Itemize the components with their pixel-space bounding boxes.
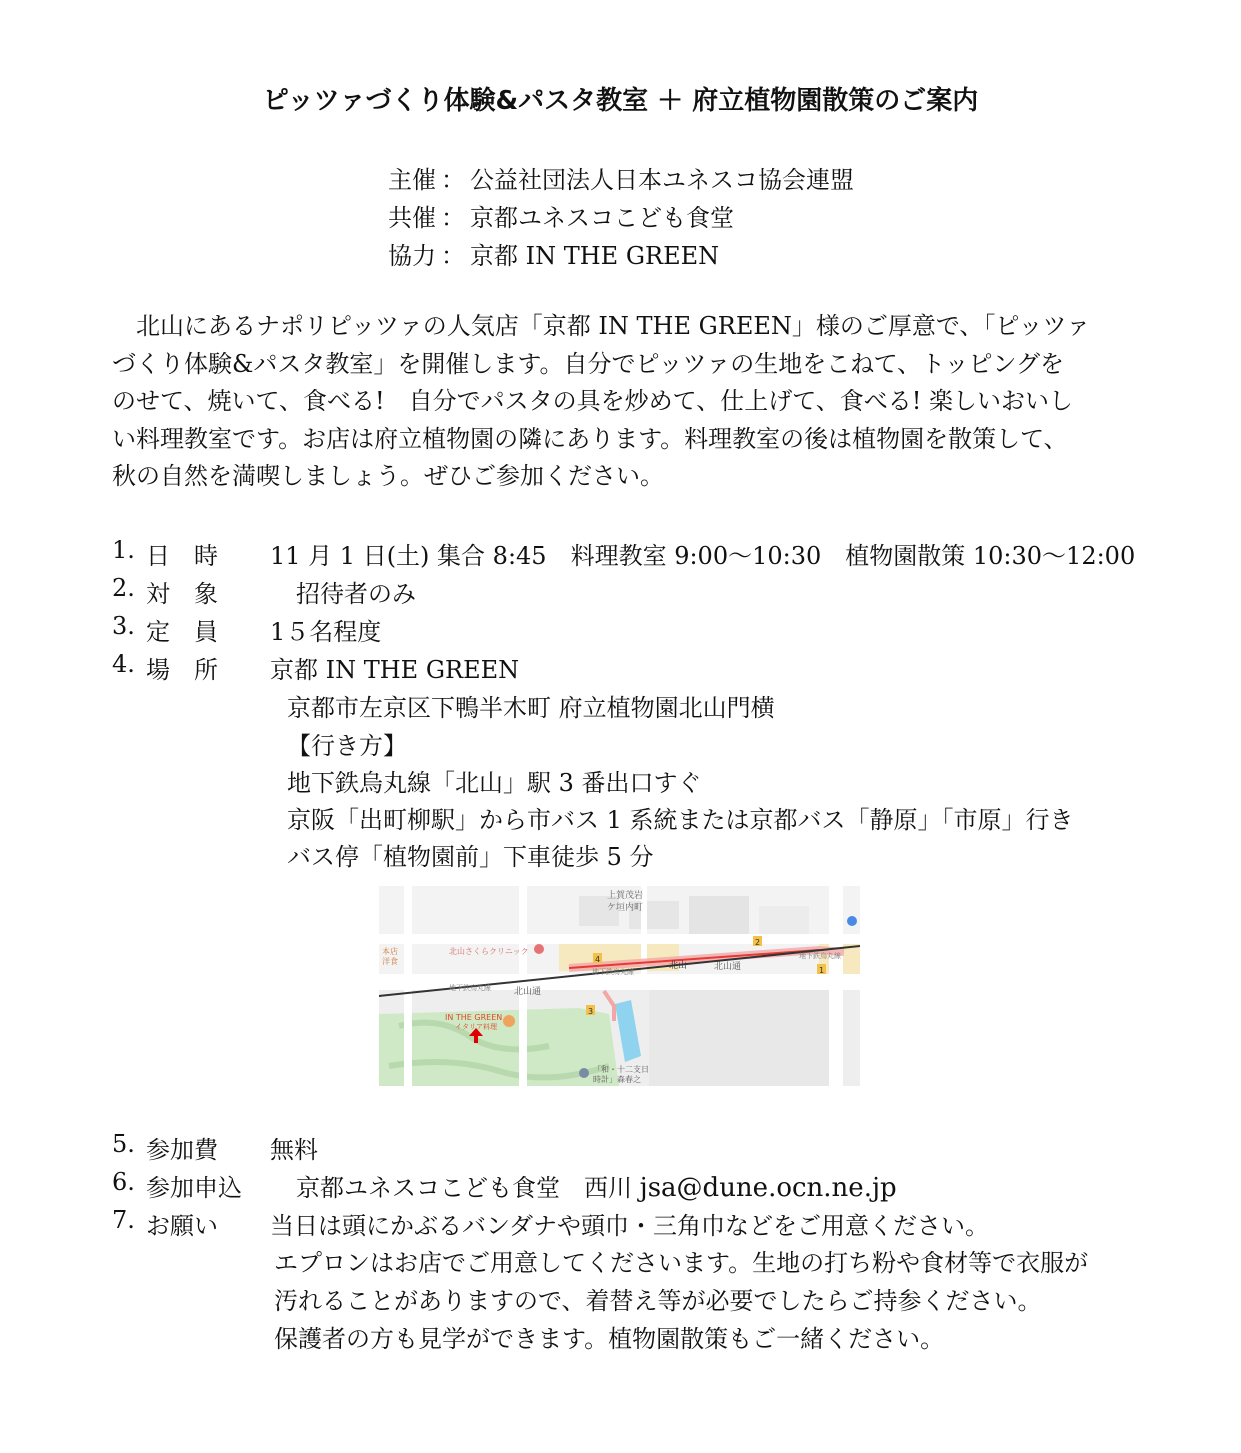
item-value: 11 月 1 日(土) 集合 8:45 料理教室 9:00〜10:30 植物園散策 10:30〜12:00: [270, 542, 1136, 570]
access-line: 地下鉄烏丸線「北山」駅 3 番出口すぐ: [287, 769, 702, 797]
apply-contact: 京都ユネスコこども食堂 西川: [296, 1174, 632, 1202]
item-value: 当日は頭にかぶるバンダナや頭巾・三角巾などをご用意ください。: [270, 1212, 990, 1240]
organizer-host-name: 公益社団法人日本ユネスコ協会連盟: [470, 166, 854, 194]
map-label: 上賀茂岩: [607, 891, 644, 901]
item-label: 場 所: [146, 656, 218, 684]
request-line: 保護者の方も見学ができます。植物園散策もご一緒ください。: [274, 1325, 945, 1353]
map-label: 洋食: [382, 957, 398, 966]
map-label: ケ垣内町: [607, 903, 644, 913]
organizer-cooperation-label: 協力: [388, 242, 436, 270]
item-label: 参加申込: [146, 1174, 242, 1202]
item-number: 3.: [112, 612, 135, 640]
intro-line: のせて、焼いて、食べる! 自分でパスタの具を炒めて、仕上げて、食べる! 楽しいおいし: [112, 387, 1073, 415]
organizer-cohost: [388, 198, 734, 233]
map-label: 地下鉄烏丸線: [449, 984, 491, 992]
request-line: エプロンはお店でご用意してくださいます。生地の打ち粉や食材等で衣服が: [274, 1249, 1089, 1277]
map-label: 3: [588, 1007, 594, 1016]
organizer-host-separator: ：: [441, 166, 465, 194]
item-label: 対 象: [146, 580, 218, 608]
map-label: IN THE GREEN: [445, 1013, 503, 1022]
item-label: お願い: [146, 1212, 218, 1240]
request-line: 汚れることがありますので、着替え等が必要でしたらご持参ください。: [274, 1287, 1042, 1315]
map-label: 北山通: [714, 962, 742, 972]
access-heading: 【行き方】: [287, 732, 407, 760]
access-line: バス停「植物園前」下車徒歩 5 分: [287, 843, 654, 871]
map-label: 北山さくらクリニック: [449, 947, 529, 956]
item-value: 1５名程度: [270, 618, 382, 646]
organizer-cooperation-separator: ：: [441, 242, 465, 270]
item-number: 1.: [112, 536, 135, 564]
item-value: [296, 1168, 897, 1203]
map-graphic: [379, 886, 860, 1086]
map-label: 本店: [382, 947, 398, 956]
item-value: 招待者のみ: [296, 580, 416, 608]
intro-line: い料理教室です。お店は府立植物園の隣にあります。料理教室の後は植物園を散策して、: [112, 424, 1068, 453]
item-label: 定 員: [146, 618, 218, 646]
map-label: 「和・十二支日: [593, 1065, 649, 1074]
organizer-cohost-name: 京都ユネスコこども食堂: [470, 204, 734, 232]
organizer-cooperation-name: 京都 IN THE GREEN: [470, 242, 720, 270]
intro-paragraph: [112, 308, 1122, 496]
access-map: [379, 886, 860, 1086]
map-label: 4: [595, 955, 601, 964]
email-link[interactable]: jsa@dune.ocn.ne.jp: [639, 1173, 897, 1203]
organizer-cohost-label: 共催: [388, 204, 436, 232]
intro-line: づくり体験&パスタ教室」を開催します。自分でピッツァの生地をこねて、トッピングを: [112, 349, 1064, 378]
map-label: イタリア料理: [455, 1023, 497, 1031]
page-title: ピッツァづくり体験&パスタ教室 ＋ 府立植物園散策のご案内: [262, 86, 979, 116]
access-line: 京阪「出町柳駅」から市バス 1 系統または京都バス「静原」「市原」行き: [287, 806, 1074, 834]
map-label: 時計」森春之: [593, 1075, 641, 1084]
item-label: 日 時: [146, 542, 218, 570]
map-label: 1: [819, 966, 825, 975]
intro-line: 秋の自然を満喫しましょう。ぜひご参加ください。: [112, 462, 664, 490]
item-label: 参加費: [146, 1136, 218, 1164]
map-label: 北山通: [514, 987, 542, 997]
map-label: 地下鉄烏丸線: [799, 952, 841, 960]
item-number: 2.: [112, 574, 135, 602]
map-label: 北山: [669, 961, 688, 971]
map-label: 地下鉄烏丸線: [592, 968, 634, 976]
organizer-host: [388, 160, 854, 195]
organizer-host-label: 主催: [388, 166, 436, 194]
item-number: 4.: [112, 650, 135, 678]
item-value: 無料: [270, 1136, 318, 1164]
item-number: 5.: [112, 1130, 135, 1158]
map-label: 2: [755, 938, 761, 947]
organizer-cohost-separator: ：: [441, 204, 465, 232]
intro-line: 北山にあるナポリピッツァの人気店「京都 IN THE GREEN」様のご厚意で、「ピッツァ: [112, 312, 1091, 340]
item-value: 京都 IN THE GREEN: [270, 656, 520, 684]
organizer-cooperation: [388, 236, 719, 271]
item-number: 6.: [112, 1168, 135, 1196]
place-address: 京都市左京区下鴨半木町 府立植物園北山門横: [287, 694, 775, 722]
item-number: 7.: [112, 1206, 135, 1234]
